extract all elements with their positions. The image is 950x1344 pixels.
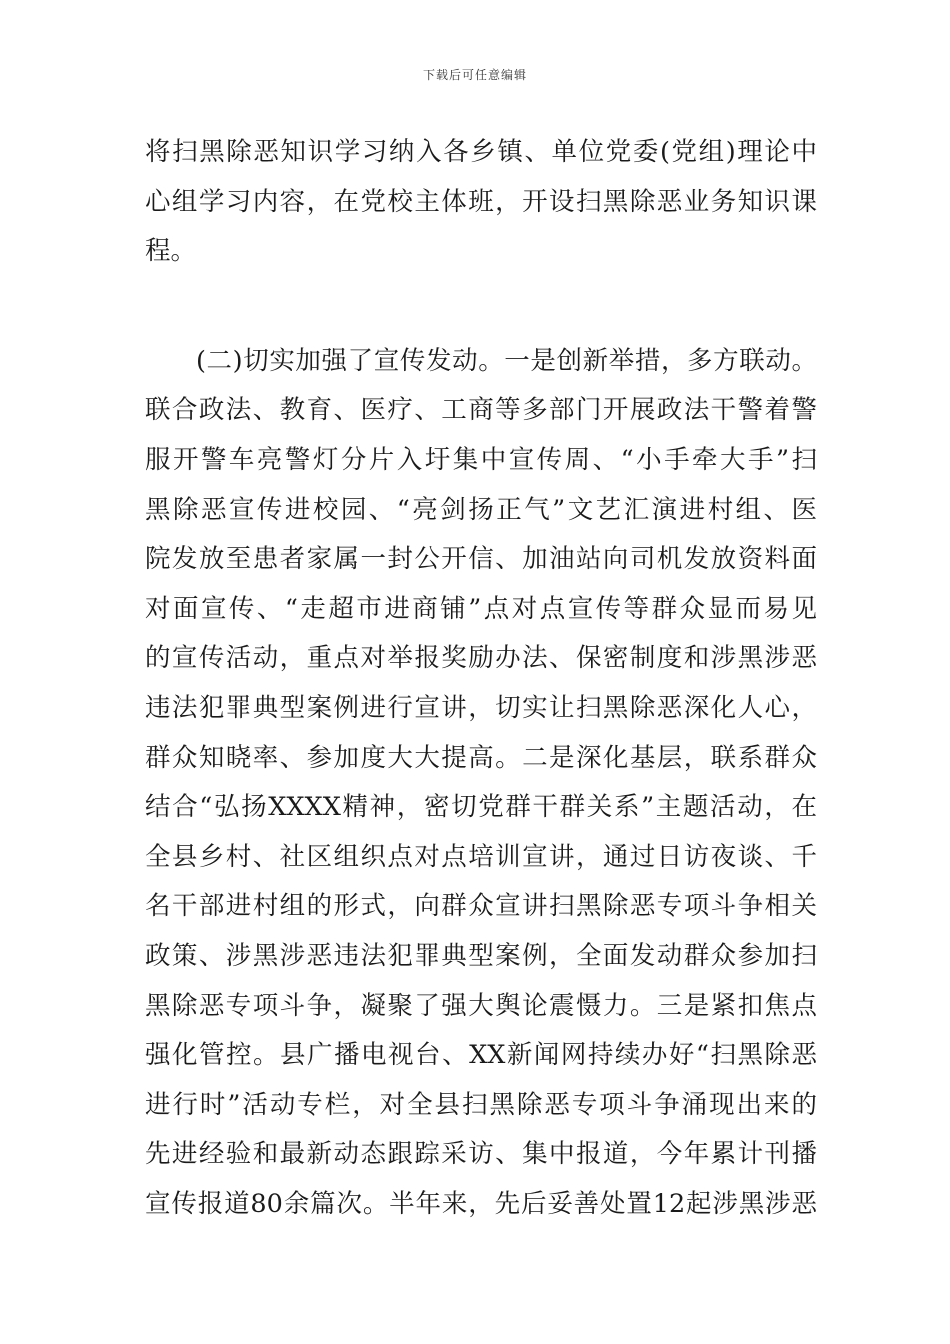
text-line: 心组学习内容，在党校主体班，开设扫黑除恶业务知识课 xyxy=(145,186,817,217)
page-header: 下载后可任意编辑 xyxy=(422,68,527,82)
text-line: 黑除恶宣传进校园、“亮剑扬正气”文艺汇演进村组、医 xyxy=(145,494,817,525)
text-line: 全县乡村、社区组织点对点培训宣讲，通过日访夜谈、千 xyxy=(145,841,817,872)
text-line: 宣传报道80余篇次。半年来，先后妥善处置12起涉黑涉恶 xyxy=(145,1188,817,1219)
text-line: 强化管控。县广播电视台、XX新闻网持续办好“扫黑除恶 xyxy=(145,1040,817,1071)
text-line: 服开警车亮警灯分片入圩集中宣传周、“小手牵大手”扫 xyxy=(145,444,817,475)
text-line: 程。 xyxy=(145,236,197,267)
text-line: 先进经验和最新动态跟踪采访、集中报道，今年累计刊播 xyxy=(145,1139,817,1170)
text-line: 名干部进村组的形式，向群众宣讲扫黑除恶专项斗争相关 xyxy=(145,891,817,922)
text-line: 群众知晓率、参加度大大提高。二是深化基层，联系群众 xyxy=(145,742,817,773)
text-line: 结合“弘扬XXXX精神，密切党群干群关系”主题活动，在 xyxy=(145,792,817,823)
text-line: 将扫黑除恶知识学习纳入各乡镇、单位党委(党组)理论中 xyxy=(145,137,817,167)
text-line: 联合政法、教育、医疗、工商等多部门开展政法干警着警 xyxy=(145,395,817,426)
text-line: 政策、涉黑涉恶违法犯罪典型案例，全面发动群众参加扫 xyxy=(145,940,817,971)
text-line: 黑除恶专项斗争，凝聚了强大舆论震慑力。三是紧扣焦点 xyxy=(145,990,817,1021)
text-line: (二)切实加强了宣传发动。一是创新举措，多方联动。 xyxy=(196,345,817,376)
paragraph xyxy=(145,128,817,277)
text-line: 院发放至患者家属一封公开信、加油站向司机发放资料面 xyxy=(145,544,817,575)
paragraph xyxy=(145,337,817,1230)
text-line: 对面宣传、“走超市进商铺”点对点宣传等群众显而易见 xyxy=(145,593,817,624)
paragraph-gap xyxy=(145,277,817,337)
document-body xyxy=(145,128,817,1229)
text-line: 进行时”活动专栏，对全县扫黑除恶专项斗争涌现出来的 xyxy=(145,1089,817,1120)
text-line: 的宣传活动，重点对举报奖励办法、保密制度和涉黑涉恶 xyxy=(145,643,817,674)
text-line: 违法犯罪典型案例进行宣讲，切实让扫黑除恶深化人心， xyxy=(145,692,817,723)
